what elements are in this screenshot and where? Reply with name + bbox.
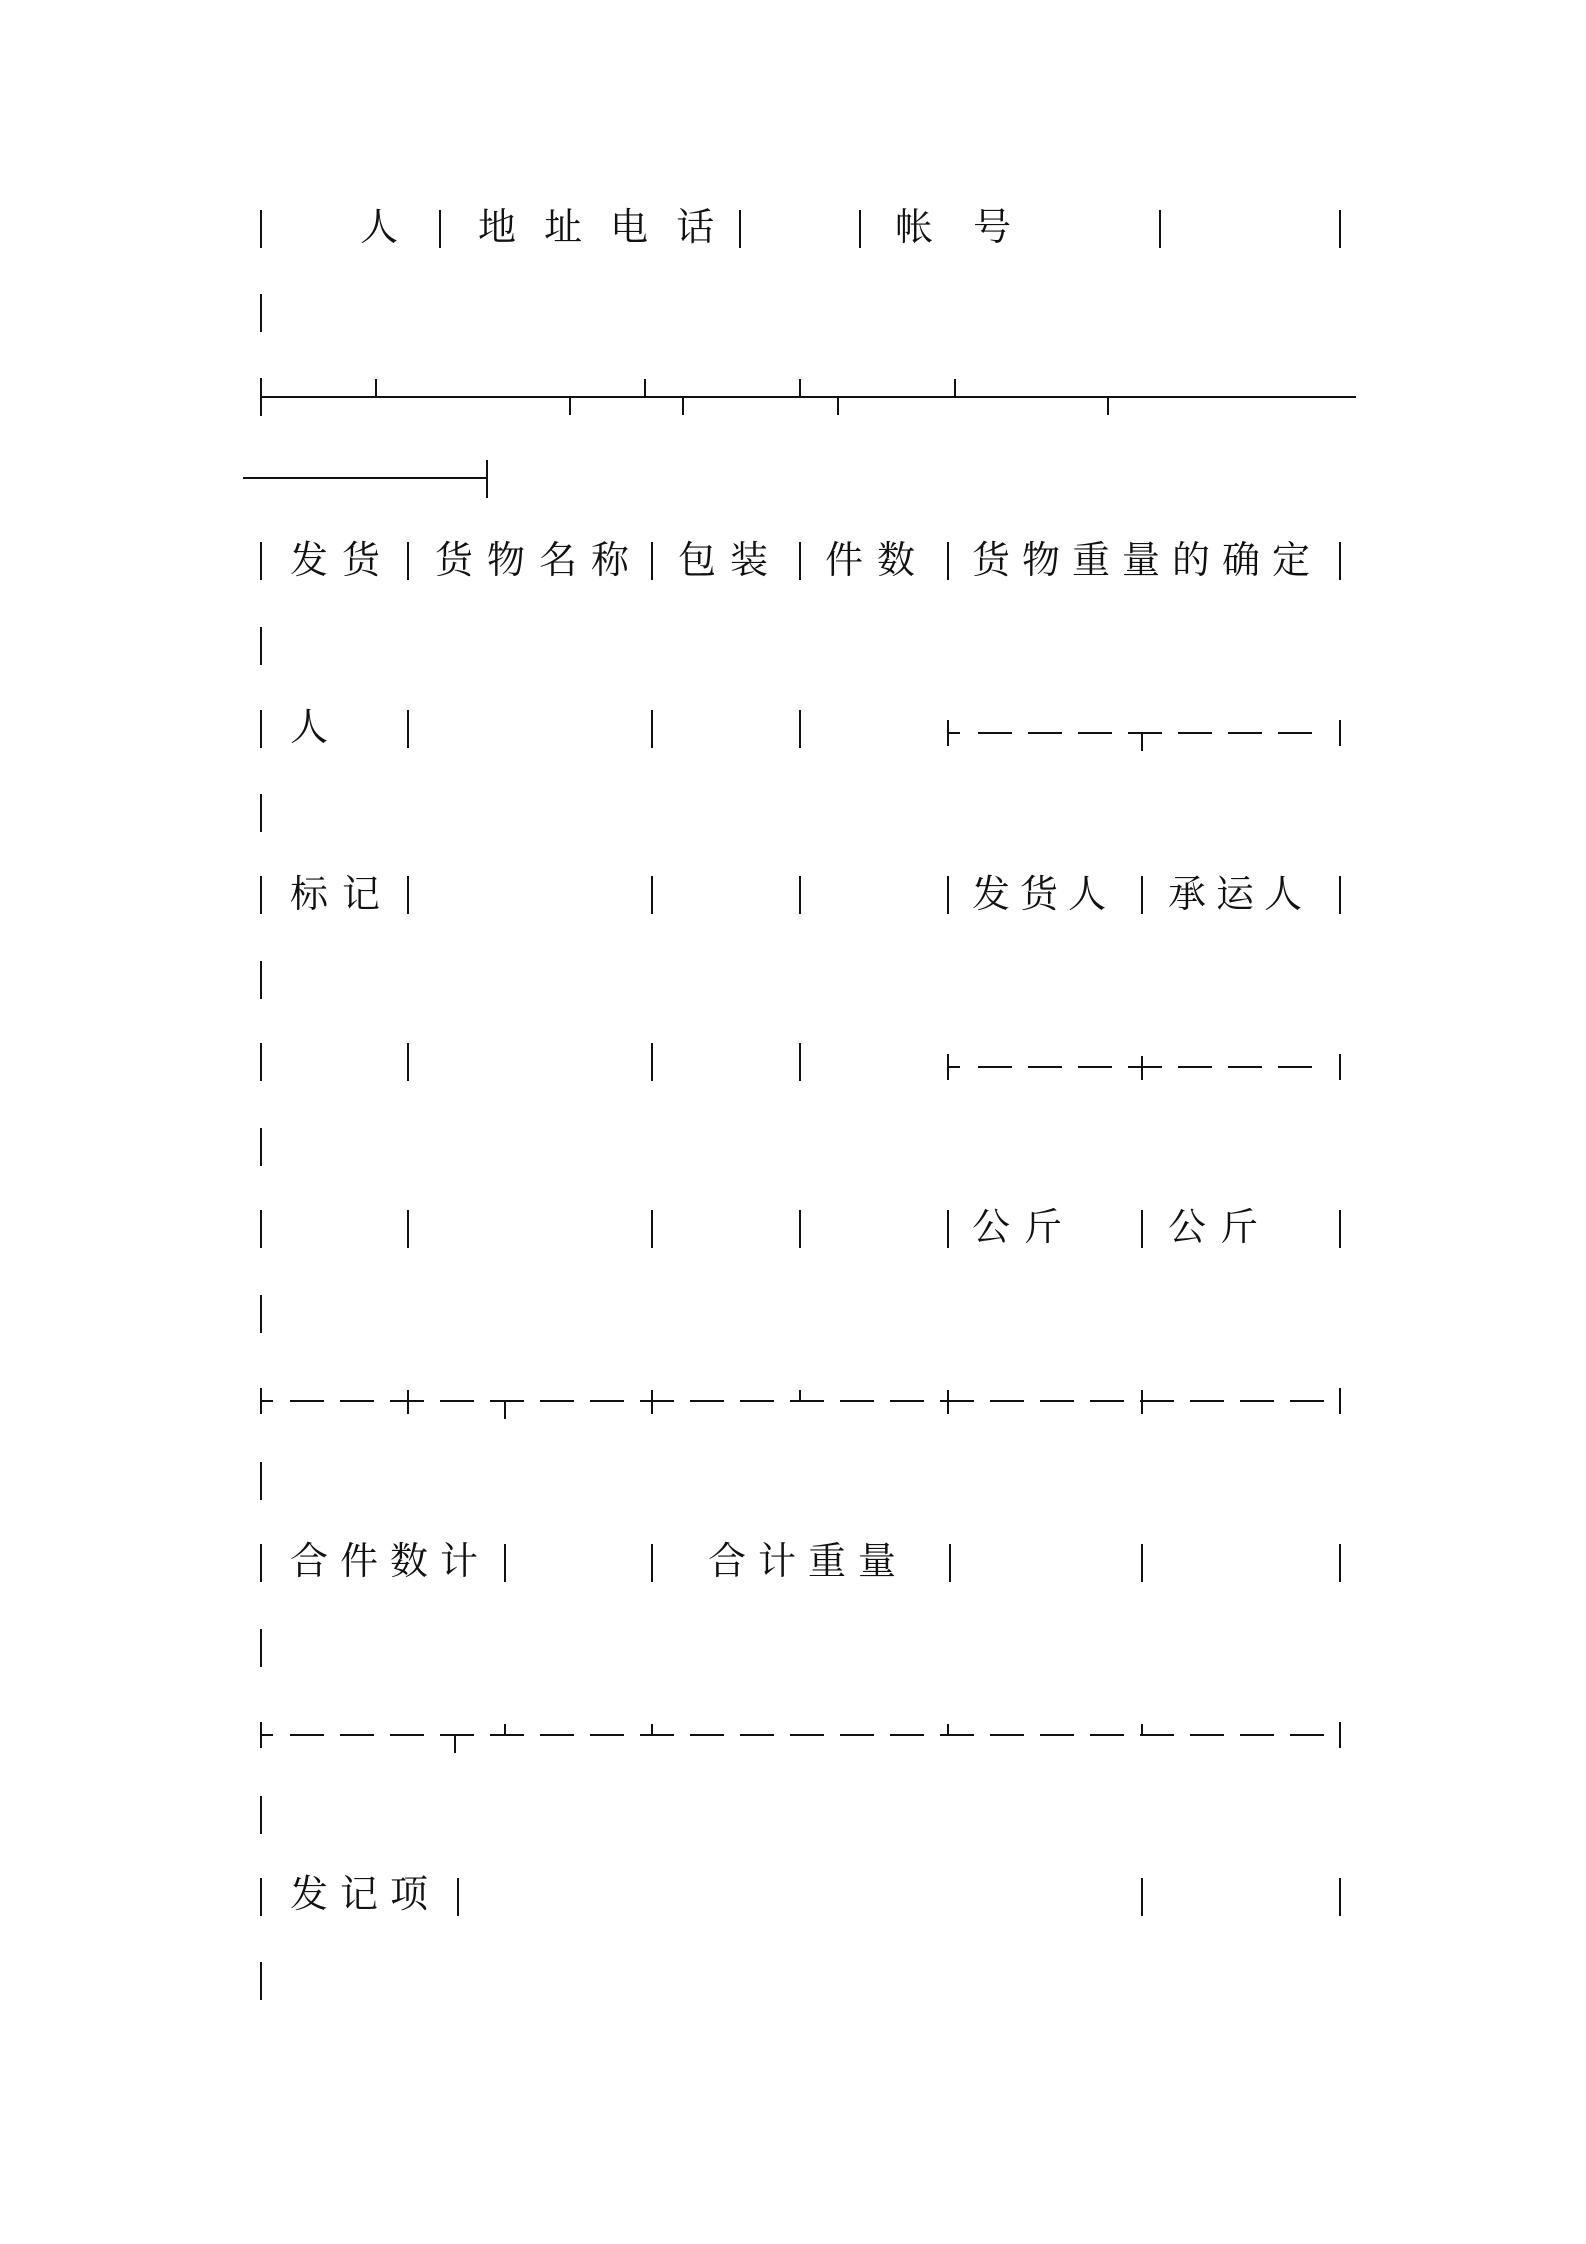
col-weight-determination: 货物重量的确定: [972, 538, 1323, 582]
total-pieces-label: 合件数计: [290, 1539, 491, 1583]
col-shipper-marks: 发货: [290, 538, 395, 582]
col-pieces: 件数: [825, 538, 930, 582]
unit-shipper: 公斤: [972, 1205, 1077, 1249]
weight-by-carrier: 承运人: [1168, 872, 1313, 916]
marks-label: 标记: [290, 872, 395, 916]
col-packing: 包装: [678, 538, 783, 582]
weight-by-shipper: 发货人: [972, 872, 1117, 916]
party-label: 人: [360, 205, 413, 249]
shipper-char: 人: [290, 705, 343, 749]
shipper-notes-label: 发记项: [290, 1872, 441, 1916]
total-weight-label: 合计重量: [708, 1539, 909, 1583]
account-label: 帐 号: [895, 205, 1026, 249]
unit-carrier: 公斤: [1168, 1205, 1273, 1249]
address-phone-label: 地 址 电 话: [478, 205, 723, 249]
col-goods-name: 货物名称: [435, 538, 644, 582]
